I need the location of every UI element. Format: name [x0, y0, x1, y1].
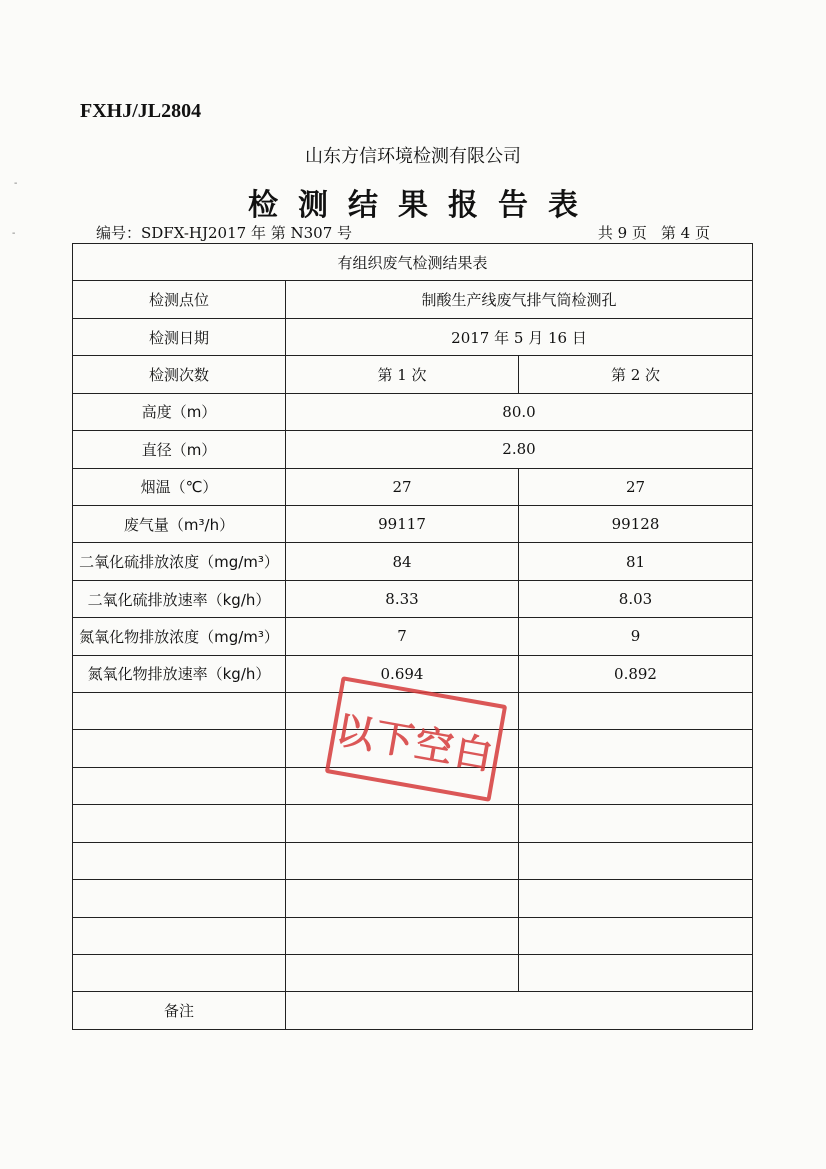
blank-below-stamp: 以下空白 [325, 676, 507, 802]
table-row [73, 356, 753, 393]
current-page: 第 4 页 [660, 224, 710, 242]
empty-row [73, 955, 753, 992]
remarks-label: 备注 [73, 992, 286, 1030]
page-info [598, 222, 710, 243]
row-label: 直径（m） [73, 431, 286, 468]
run-1-header: 第 1 次 [286, 356, 519, 393]
empty-row [73, 880, 753, 917]
run-2-value: 9 [519, 618, 753, 655]
row-label: 高度（m） [73, 393, 286, 430]
remarks-value [286, 992, 753, 1030]
results-table [72, 243, 753, 1030]
run-2-value: 27 [519, 468, 753, 505]
row-label: 烟温（℃） [73, 468, 286, 505]
table-row [73, 393, 753, 430]
run-1-value: 99117 [286, 505, 519, 542]
table-caption: 有组织废气检测结果表 [73, 244, 753, 281]
row-label: 氮氧化物排放浓度（mg/m³） [73, 618, 286, 655]
row-label: 检测日期 [73, 318, 286, 355]
report-title: 检测结果报告表 [248, 188, 598, 223]
document-code: FXHJ/JL2804 [80, 100, 202, 122]
table-row [73, 618, 753, 655]
empty-row [73, 917, 753, 954]
table-row [73, 505, 753, 542]
run-2-header: 第 2 次 [519, 356, 753, 393]
table-row [73, 468, 753, 505]
table-row [73, 655, 753, 692]
sampling-point-value: 制酸生产线废气排气筒检测孔 [286, 281, 753, 318]
stack-height-value: 80.0 [286, 393, 753, 430]
table-row [73, 543, 753, 580]
row-label: 二氧化硫排放速率（kg/h） [73, 580, 286, 617]
row-label: 检测次数 [73, 356, 286, 393]
row-label: 二氧化硫排放浓度（mg/m³） [73, 543, 286, 580]
run-1-value: 84 [286, 543, 519, 580]
table-row [73, 580, 753, 617]
run-2-value: 0.892 [519, 655, 753, 692]
run-1-value: 0.694 [286, 655, 519, 692]
table-caption-row [73, 244, 753, 281]
remarks-row [73, 992, 753, 1030]
report-serial-number: 编号：SDFX-HJ2017 年 第 N307 号 [96, 224, 353, 242]
empty-row [73, 805, 753, 842]
run-1-value: 8.33 [286, 580, 519, 617]
run-2-value: 8.03 [519, 580, 753, 617]
table-row [73, 318, 753, 355]
run-1-value: 7 [286, 618, 519, 655]
run-1-value: 27 [286, 468, 519, 505]
stack-diameter-value: 2.80 [286, 431, 753, 468]
empty-row [73, 842, 753, 879]
table-row [73, 431, 753, 468]
row-label: 氮氧化物排放速率（kg/h） [73, 655, 286, 692]
table-row [73, 281, 753, 318]
row-label: 废气量（m³/h） [73, 505, 286, 542]
scan-speck: - [12, 228, 16, 239]
total-pages: 共 9 页 [597, 224, 647, 242]
row-label: 检测点位 [73, 281, 286, 318]
run-2-value: 99128 [519, 505, 753, 542]
company-name: 山东方信环境检测有限公司 [305, 146, 521, 167]
run-2-value: 81 [519, 543, 753, 580]
test-date-value: 2017 年 5 月 16 日 [286, 318, 753, 355]
scan-speck: - [14, 178, 18, 189]
